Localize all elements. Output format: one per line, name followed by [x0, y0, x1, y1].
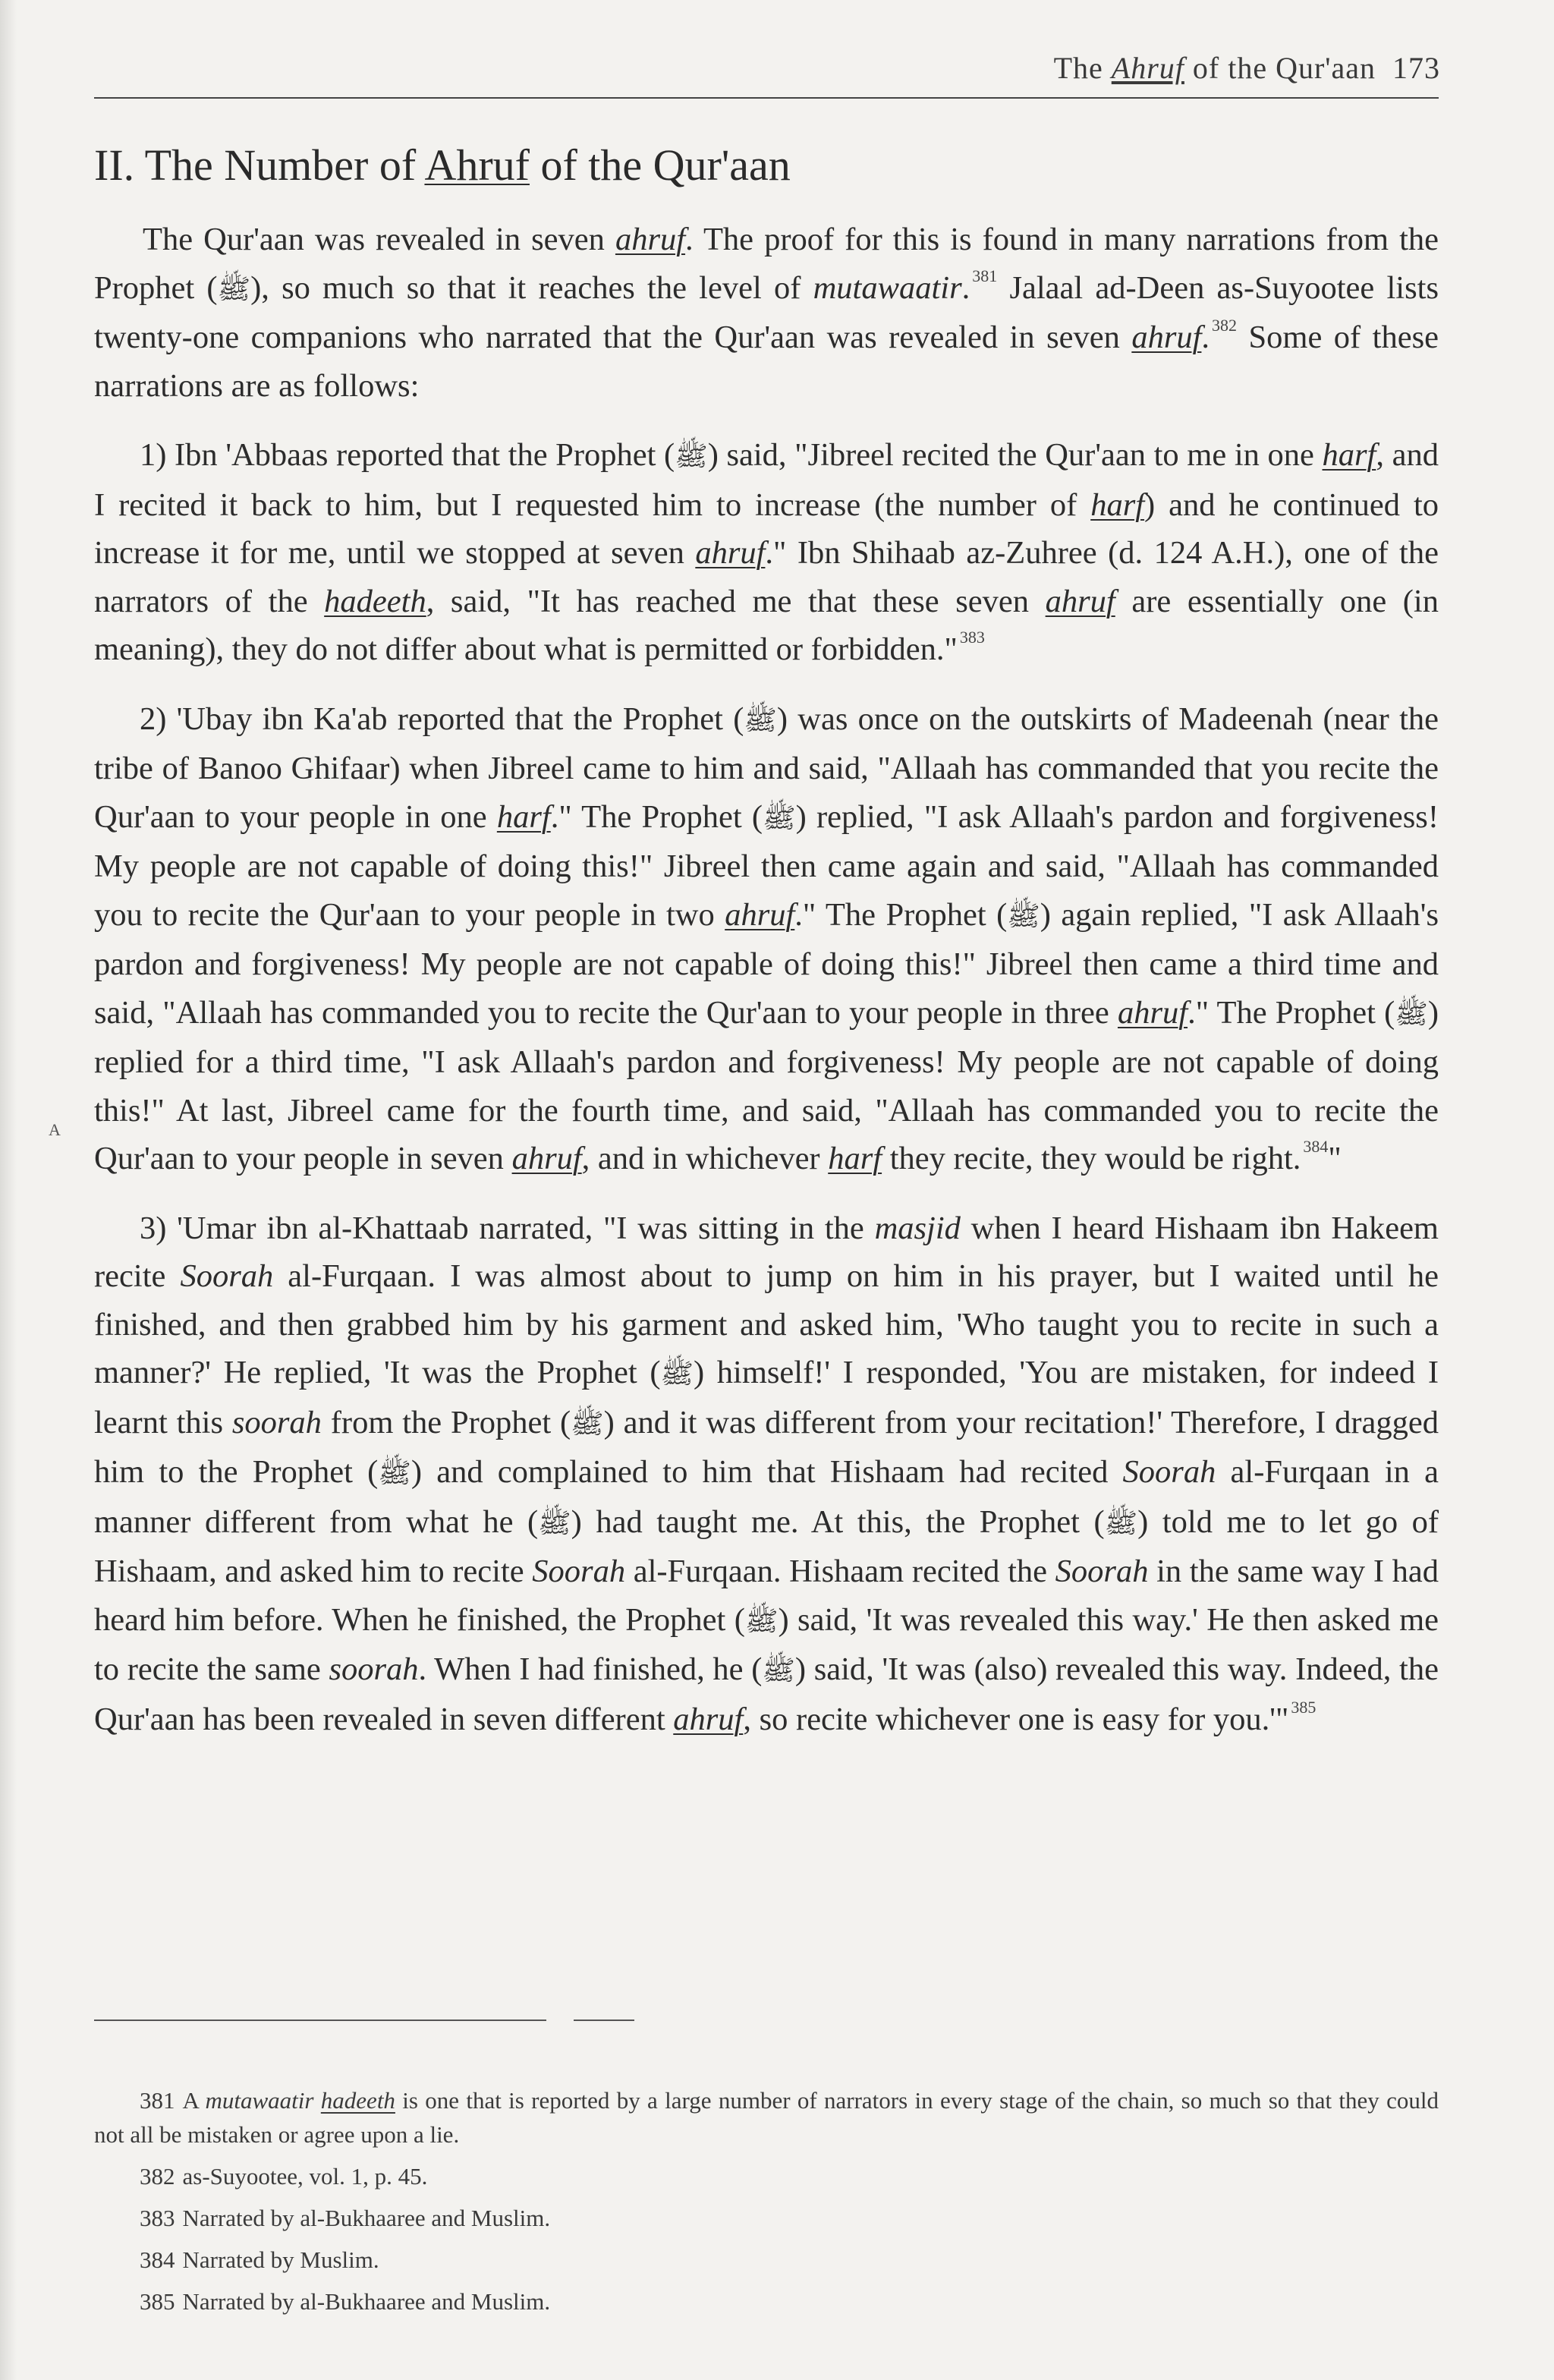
narration-2: 2) 'Ubay ibn Ka'ab reported that the Prophet (ﷺ) was once on the outskirts of Madeenah (near the tribe of Banoo Ghifaar) when Jibreel came to him and said, "Allaah has commanded that you recite the Qur'aan to your people in one harf." The Prophet (ﷺ) replied, "I ask Allaah's pardon and forgiveness! My people are not capable of doing this!" Jibreel then came again and said, "Allaah has commanded you to recite the Qur'aan to your people in two ahruf." The Prophet (ﷺ) again replied, "I ask Allaah's pardon and forgiveness! My people are not capable of doing this!" Jibreel then came a third time and said, "Allaah has commanded you to recite the Qur'aan to your people in three ahruf." The Prophet (ﷺ) replied for a third time, "I ask Allaah's pardon and forgiveness! My people are not capable of doing this!" At last, Jibreel came for the fourth time, and said, "Allaah has commanded you to recite the Qur'aan to your people in seven ahruf, and in whichever harf they recite, they would be right. $^{384}$" — [94, 700, 1439, 1176]
running-head — [1054, 50, 1440, 86]
footnote-ref-384[interactable]: 384 — [1303, 1137, 1329, 1156]
footnote-ref-382[interactable]: 382 — [1212, 316, 1238, 335]
footnotes — [94, 2083, 1439, 2326]
footnote-384: 384 Narrated by Muslim. — [140, 2246, 379, 2273]
footnote-381: 381 A mutawaatir hadeeth is one that is reported by a large number of narrators in every stage of the chain, so much so that they could not all be mistaken or agree upon a lie. — [94, 2087, 1439, 2148]
narration-1: 1) Ibn 'Abbaas reported that the Prophet (ﷺ) said, "Jibreel recited the Qur'aan to me in one harf, and I recited it back to him, but I requested him to increase (the number of harf) and he continued to increase it for me, until we stopped at seven ahruf." Ibn Shihaab az-Zuhree (d. 124 A.H.), one of the narrators of the hadeeth, said, "It has reached me that these seven ahruf are essentially one (in meaning), they do not differ about what is permitted or forbidden." $^{383}$ — [94, 437, 1439, 667]
running-head-title: The Ahruf of the Qur'aan — [1053, 51, 1376, 85]
footnote-ref-381[interactable]: 381 — [972, 266, 998, 285]
page-gutter-shadow — [0, 0, 17, 2380]
footnote-ref-383[interactable]: 383 — [959, 628, 985, 647]
margin-mark: A — [49, 1120, 61, 1139]
footnote-ref-385[interactable]: 385 — [1291, 1697, 1316, 1717]
body-text — [94, 216, 1439, 1765]
footnote-separator-gap — [546, 2017, 574, 2023]
narration-3: 3) 'Umar ibn al-Khattaab narrated, "I was sitting in the masjid when I heard Hishaam ibn Hakeem recite Soorah al-Furqaan. I was almost about to jump on him in his prayer, but I waited until he finished, and then grabbed him by his garment and asked him, 'Who taught you to recite in such a manner?' He replied, 'It was the Prophet (ﷺ) himself!' I responded, 'You are mistaken, for indeed I learnt this soorah from the Prophet (ﷺ) and it was different from your recitation!' Therefore, I dragged him to the Prophet (ﷺ) and complained to him that Hishaam had recited Soorah al-Furqaan in a manner different from what he (ﷺ) had taught me. At this, the Prophet (ﷺ) told me to let go of Hishaam, and asked him to recite Soorah al-Furqaan. Hishaam recited the Soorah in the same way I had heard him before. When he finished, the Prophet (ﷺ) said, 'It was revealed this way.' He then asked me to recite the same soorah. When I had finished, he (ﷺ) said, 'It was (also) revealed this way. Indeed, the Qur'aan has been revealed in seven different ahruf, so recite whichever one is easy for you.'" $^{385}$ — [94, 1210, 1439, 1737]
footnote-382: 382 as-Suyootee, vol. 1, p. 45. — [140, 2163, 428, 2190]
intro-paragraph: The Qur'aan was revealed in seven ahruf. The proof for this is found in many narrations from the Prophet (ﷺ), so much so that it reaches the level of mutawaatir. $^{381}$ Jalaal ad-Deen as-Suyootee lists twenty-one companions who narrated that the Qur'aan was revealed in seven ahruf. $^{382}$ Some of these narrations are as follows: — [94, 222, 1439, 404]
section-number: II. — [94, 140, 135, 190]
footnote-385: 385 Narrated by al-Bukhaaree and Muslim. — [140, 2288, 551, 2315]
footnote-383: 383 Narrated by al-Bukhaaree and Muslim. — [140, 2205, 551, 2231]
section-heading: II. The Number of Ahruf of the Qur'aan — [94, 140, 791, 190]
page-number: 173 — [1392, 51, 1440, 85]
header-rule — [94, 97, 1439, 99]
